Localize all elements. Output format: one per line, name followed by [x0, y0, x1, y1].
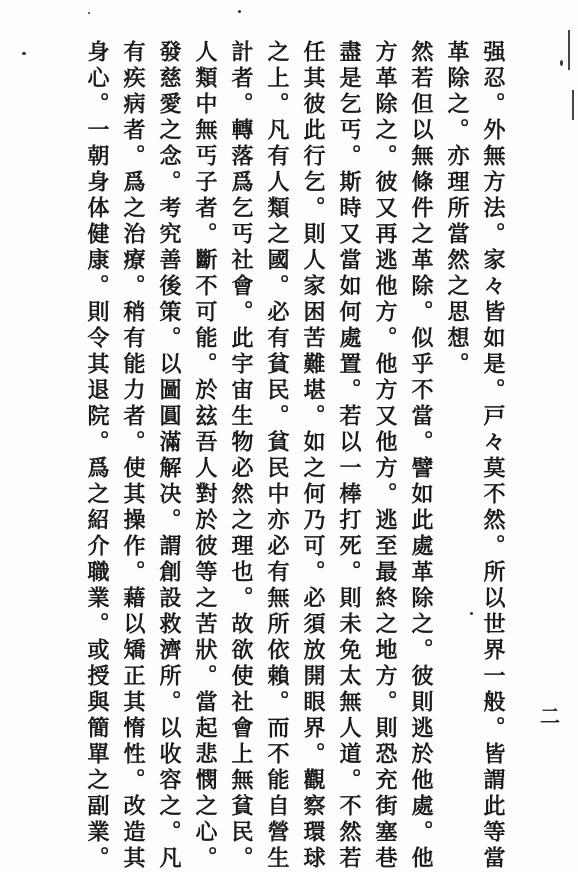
- text-column-3: 然若但以無條件之革除。似乎不當。譬如此處革除之。彼則逃於他處。他: [408, 40, 434, 872]
- scan-edge-mark: [568, 30, 570, 70]
- text-column-12: 身心。一朝身体健康。則令其退院。爲之紹介職業。或授與簡單之副業。: [84, 40, 110, 872]
- scan-speck: [560, 60, 563, 66]
- text-column-10: 發慈愛之念。考究善後策。以圖圓滿解决。謂創設救濟所。以收容之。凡: [156, 40, 182, 872]
- text-column-4: 方革除之。彼又再逃他方。他方又他方。逃至最終之地方。則恐充街塞巷: [372, 40, 398, 872]
- scan-speck: [22, 52, 26, 55]
- scan-speck: [238, 10, 241, 13]
- text-column-5: 盡是乞丐。斯時又當如何處置。若以一棒打死。則未免太無人道。不然若: [336, 40, 362, 872]
- scan-edge-mark: [572, 90, 574, 120]
- text-column-9: 人類中無丐子者。斷不可能。於玆吾人對於彼等之苦狀。當起悲憫之心。: [192, 40, 218, 872]
- text-column-7: 之上。凡有人類之國。必有貧民。貧民中亦必有無所依賴。而不能自營生: [264, 40, 290, 872]
- text-column-1: 强忍。外無方法。家々皆如是。戸々莫不然。所以世界一般。皆謂此等當: [480, 40, 506, 872]
- text-column-6: 任其彼此行乞。則人家困苦難堪。如之何乃可。必須放開眼界。觀察環球: [300, 40, 326, 872]
- text-column-8: 計者。轉落爲乞丐社會。此宇宙生物必然之理也。故欲使社會上無貧民。: [228, 40, 254, 872]
- scan-speck: [470, 612, 473, 615]
- text-column-2: 革除之。亦理所當然之思想。: [444, 40, 470, 378]
- scan-speck: [88, 12, 90, 14]
- page-number: 二: [540, 704, 560, 728]
- text-column-11: 有疾病者。爲之治療。稍有能力者。使其操作。藉以矯正其惰性。改造其: [120, 40, 146, 872]
